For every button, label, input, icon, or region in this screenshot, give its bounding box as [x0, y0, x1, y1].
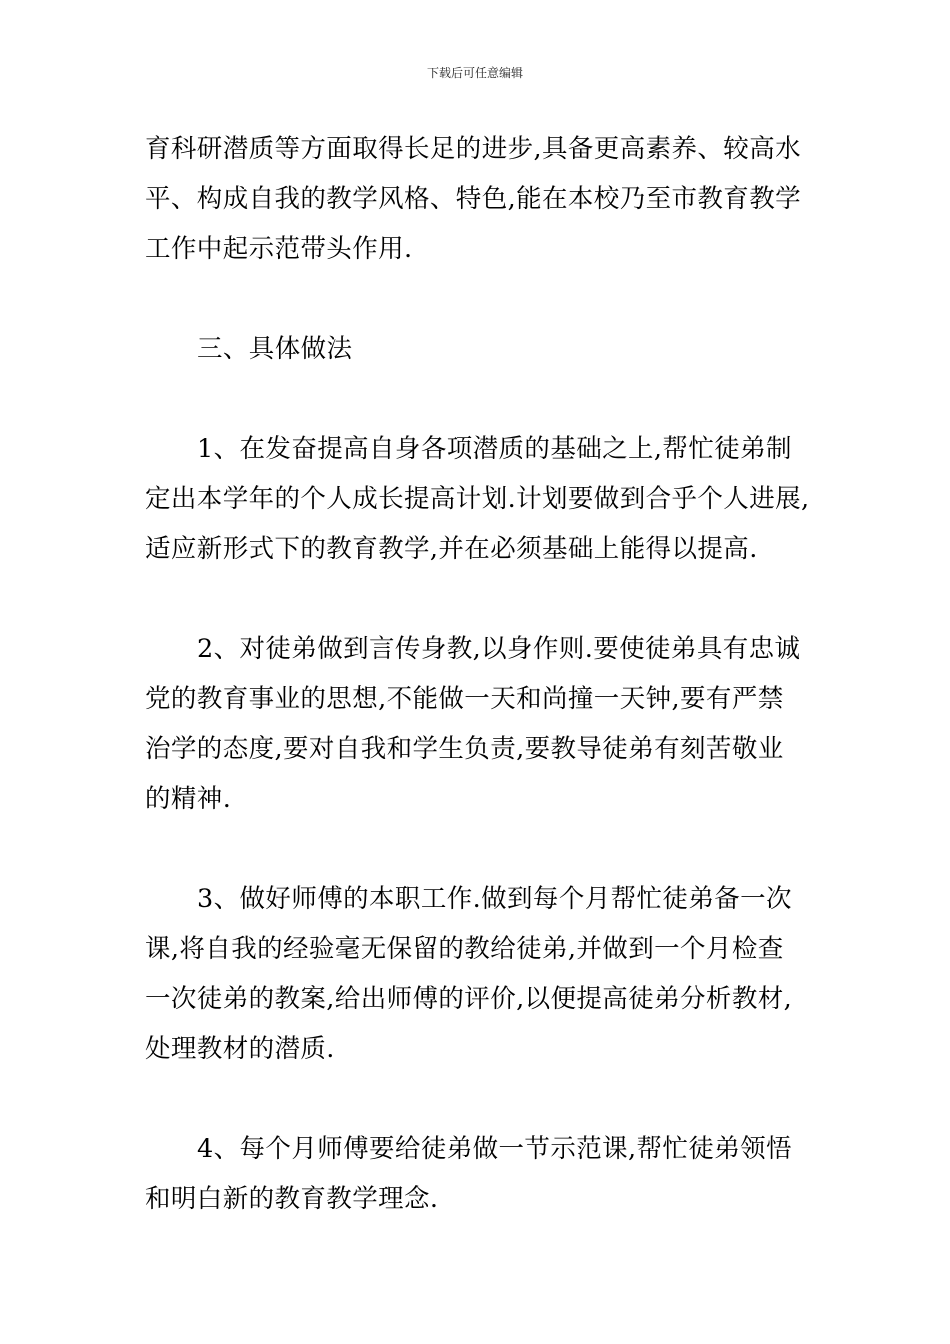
text-line: 3、做好师傅的本职工作.做到每个月帮忙徒弟备一次 [197, 884, 792, 914]
paragraph-gap [145, 574, 810, 624]
text-line: 适应新形式下的教育教学,并在必须基础上能得以提高. [145, 534, 758, 564]
text-line: 育科研潜质等方面取得长足的进步,具备更高素养、较高水 [145, 134, 802, 164]
paragraph-gap [145, 824, 810, 874]
text-line: 2、对徒弟做到言传身教,以身作则.要使徒弟具有忠诚 [197, 634, 801, 664]
heading-line: 三、具体做法 [197, 334, 353, 364]
paragraph-gap [145, 1074, 810, 1124]
text-line: 和明白新的教育教学理念. [145, 1184, 439, 1214]
text-line: 课,将自我的经验毫无保留的教给徒弟,并做到一个月检查 [145, 934, 784, 964]
document-body [145, 124, 810, 1224]
paragraph-gap [145, 374, 810, 424]
page-header: 下载后可任意编辑 [426, 66, 523, 80]
list-item-4 [145, 1124, 810, 1224]
list-item-1 [145, 424, 810, 574]
intro-paragraph [145, 124, 810, 274]
list-item-3 [145, 874, 810, 1074]
text-line: 工作中起示范带头作用. [145, 234, 413, 264]
section-heading [145, 324, 810, 374]
text-line: 4、每个月师傅要给徒弟做一节示范课,帮忙徒弟领悟 [197, 1134, 792, 1164]
text-line: 平、构成自我的教学风格、特色,能在本校乃至市教育教学 [145, 184, 802, 214]
text-line: 处理教材的潜质. [145, 1034, 335, 1064]
text-line: 的精神. [145, 784, 232, 814]
text-line: 党的教育事业的思想,不能做一天和尚撞一天钟,要有严禁 [145, 684, 784, 714]
text-line: 定出本学年的个人成长提高计划.计划要做到合乎个人进展, [145, 484, 810, 514]
paragraph-gap [145, 274, 810, 324]
text-line: 1、在发奋提高自身各项潜质的基础之上,帮忙徒弟制 [197, 434, 792, 464]
text-line: 治学的态度,要对自我和学生负责,要教导徒弟有刻苦敬业 [145, 734, 784, 764]
text-line: 一次徒弟的教案,给出师傅的评价,以便提高徒弟分析教材, [145, 984, 793, 1014]
list-item-2 [145, 624, 810, 824]
